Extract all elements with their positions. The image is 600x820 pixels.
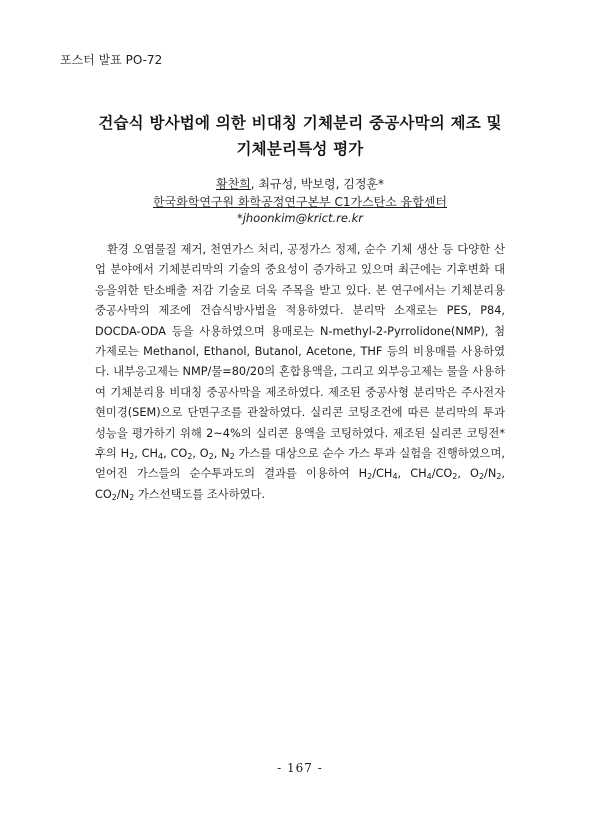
paper-title-line-2: 기체분리특성 평가 [236,140,364,158]
presenting-author: 황찬희 [216,177,251,191]
author-list [0,175,600,192]
abstract [95,240,505,505]
affiliation: 한국화학연구원 화학공정연구본부 C1가스탄소 융합센터 [152,195,448,209]
abstract-paragraph: 환경 오염물질 제거, 천연가스 처리, 공정가스 정제, 순수 기체 생산 등 다양한 산업 분야에서 기체분리막의 기술의 중요성이 증가하고 있으며 최근에는 기후변화 대응을위한 탄소배출 저감 기술로 더욱 주목을 받고 있다. 본 연구에서는 기체분리용 중공사막의 제조에 건습식방사법을 적용하였다. 분리막 소재로는 PES, P84, DOCDA-ODA 등을 사용하였으며 용매로는 N-methyl-2-Pyrrolidone(NMP), 첨가제로는 Methanol, Ethanol, Butanol, Acetone, THF 등의 비용매를 사용하였다. 내부응고제는 NMP/물=80/20의 혼합용액을, 그리고 외부응고제는 물을 사용하여 기체분리용 비대칭 중공사막을 제조하였다. 제조된 중공사형 분리막은 주사전자 현미경(SEM)으로 단면구조를 관찰하였다. 실리콘 코팅조건에 따른 분리막의 투과 성능을 평가하기 위해 2~4%의 실리콘 용액을 코팅하였다. 제조된 실리콘 코팅전*후의 $H_2$, $CH_4$, $CO_2$, $O_2$, $N_2$ 가스를 대상으로 순수 가스 투과 실험을 진행하였으며, 얻어진 가스들의 순수투과도의 결과를 이용하여 $H_2/CH_4$, $CH_4/CO_2$, $O_2/N_2$, $CO_2/N_2$ 가스선택도를 조사하였다. [95,243,505,502]
corresponding-email: *jhoonkim@krict.re.kr [236,211,364,225]
page-number: - 167 - [277,761,323,775]
co-authors: , 최규성, 박보령, 김정훈* [250,177,384,191]
session-label: 포스터 발표 PO-72 [60,53,163,67]
paper-title-line-1: 건습식 방사법에 의한 비대칭 기체분리 중공사막의 제조 및 [98,114,502,132]
